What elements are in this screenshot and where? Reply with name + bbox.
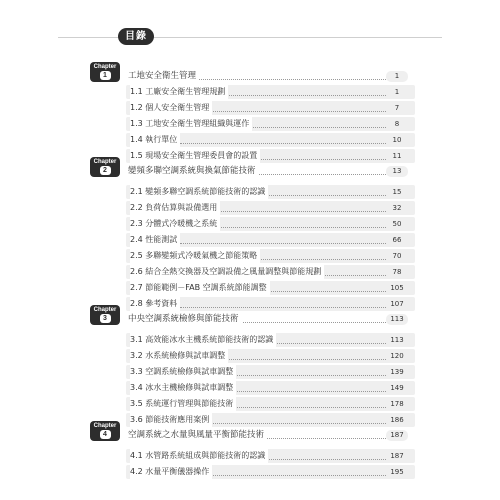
section-title: 2.2 負荷估算與設備選用 xyxy=(130,201,220,215)
chapter-entry[interactable] xyxy=(0,423,500,443)
chapter-title: 工地安全衛生管理 xyxy=(128,69,199,83)
chapter-number: 4 xyxy=(100,430,111,439)
section-entry[interactable] xyxy=(0,232,500,248)
chapter-badge xyxy=(90,62,120,82)
chapter-entry[interactable] xyxy=(0,159,500,179)
section-title: 1.4 執行單位 xyxy=(130,133,180,147)
chapter-entry[interactable] xyxy=(0,64,500,84)
section-entry[interactable] xyxy=(0,148,500,164)
section-entry[interactable] xyxy=(0,332,500,348)
section-entry[interactable] xyxy=(0,280,500,296)
section-title: 3.6 節能技術應用案例 xyxy=(130,413,212,427)
page-number: 32 xyxy=(386,203,408,214)
section-title: 2.8 參考資料 xyxy=(130,297,180,311)
section-entry[interactable] xyxy=(0,380,500,396)
section-title: 2.6 結合全熱交換器及空調設備之風量調整與節能規劃 xyxy=(130,265,324,279)
page-number: 11 xyxy=(386,151,408,162)
page-number: 149 xyxy=(386,383,408,394)
section-entry[interactable] xyxy=(0,264,500,280)
chapter-number: 3 xyxy=(100,314,111,323)
chapter-number: 1 xyxy=(100,71,111,80)
section-title: 1.2 個人安全衛生管理 xyxy=(130,101,212,115)
chapter-badge xyxy=(90,157,120,177)
chapter-badge-label: Chapter xyxy=(93,159,117,165)
chapter-badge-label: Chapter xyxy=(93,64,117,70)
page-number: 107 xyxy=(386,299,408,310)
leader-dots xyxy=(180,103,402,112)
section-entry[interactable] xyxy=(0,200,500,216)
section-title: 3.1 高效能冰水主機系統節能技術的認識 xyxy=(130,333,276,347)
section-title: 4.2 水量平衡儀器操作 xyxy=(130,465,212,479)
page-number: 1 xyxy=(386,87,408,98)
page-number: 70 xyxy=(386,251,408,262)
section-entry[interactable] xyxy=(0,412,500,428)
leader-dots xyxy=(180,467,402,476)
section-entry[interactable] xyxy=(0,364,500,380)
section-title: 2.3 分體式冷暖機之系統 xyxy=(130,217,220,231)
section-entry[interactable] xyxy=(0,84,500,100)
section-title: 3.2 水系統檢修與試車調整 xyxy=(130,349,228,363)
page-number: 50 xyxy=(386,219,408,230)
leader-dots xyxy=(180,415,402,424)
section-entry[interactable] xyxy=(0,248,500,264)
page-number: 105 xyxy=(386,283,408,294)
section-title: 4.1 水管路系統組成與節能技術的認識 xyxy=(130,449,268,463)
page-number: 7 xyxy=(386,103,408,114)
leader-dots xyxy=(180,235,402,244)
section-entry[interactable] xyxy=(0,116,500,132)
section-entry[interactable] xyxy=(0,216,500,232)
page-number: 113 xyxy=(386,335,408,346)
section-entry[interactable] xyxy=(0,348,500,364)
page-number: 13 xyxy=(386,166,408,177)
page-number: 1 xyxy=(386,71,408,82)
section-title: 3.4 冰水主機檢修與試車調整 xyxy=(130,381,236,395)
page-number: 139 xyxy=(386,367,408,378)
chapter-number: 2 xyxy=(100,166,111,175)
section-title: 1.1 工廠安全衛生管理規劃 xyxy=(130,85,228,99)
chapter-title: 空調系統之水量與風量平衡節能技術 xyxy=(128,428,267,442)
section-title: 2.5 多聯變頻式冷暖氣機之節能策略 xyxy=(130,249,260,263)
section-entry[interactable] xyxy=(0,396,500,412)
section-entry[interactable] xyxy=(0,448,500,464)
chapter-badge xyxy=(90,305,120,325)
page-number: 15 xyxy=(386,187,408,198)
chapter-badge xyxy=(90,421,120,441)
section-title: 1.3 工地安全衛生管理組織與運作 xyxy=(130,117,252,131)
page-number: 8 xyxy=(386,119,408,130)
leader-dots xyxy=(180,135,402,144)
chapter-entry[interactable] xyxy=(0,307,500,327)
page-number: 10 xyxy=(386,135,408,146)
leader-dots xyxy=(180,71,402,80)
page-number: 187 xyxy=(386,451,408,462)
page-number: 187 xyxy=(386,430,408,441)
section-entry[interactable] xyxy=(0,184,500,200)
page-number: 178 xyxy=(386,399,408,410)
chapter-badge-label: Chapter xyxy=(93,307,117,313)
chapter-badge-label: Chapter xyxy=(93,423,117,429)
page-number: 120 xyxy=(386,351,408,362)
page-number: 66 xyxy=(386,235,408,246)
section-entry[interactable] xyxy=(0,132,500,148)
section-title: 3.3 空調系統檢修與試車調整 xyxy=(130,365,236,379)
page-number: 186 xyxy=(386,415,408,426)
section-title: 3.5 系統運行管理與節能技術 xyxy=(130,397,236,411)
page-number: 195 xyxy=(386,467,408,478)
chapter-title: 變頻多聯空調系統與換氣節能技術 xyxy=(128,164,259,178)
section-entry[interactable] xyxy=(0,100,500,116)
section-entry[interactable] xyxy=(0,296,500,312)
section-title: 2.7 節能範例－FAB 空調系統節能調整 xyxy=(130,281,270,295)
section-title: 1.5 現場安全衛生管理委員會的設置 xyxy=(130,149,260,163)
page-number: 113 xyxy=(386,314,408,325)
toc-title: 目錄 xyxy=(118,28,154,45)
section-entry[interactable] xyxy=(0,464,500,480)
section-title: 2.4 性能測試 xyxy=(130,233,180,247)
chapter-title: 中央空調系統檢修與節能技術 xyxy=(128,312,242,326)
leader-dots xyxy=(180,299,402,308)
page-number: 78 xyxy=(386,267,408,278)
section-title: 2.1 變頻多聯空調系統節能技術的認識 xyxy=(130,185,268,199)
